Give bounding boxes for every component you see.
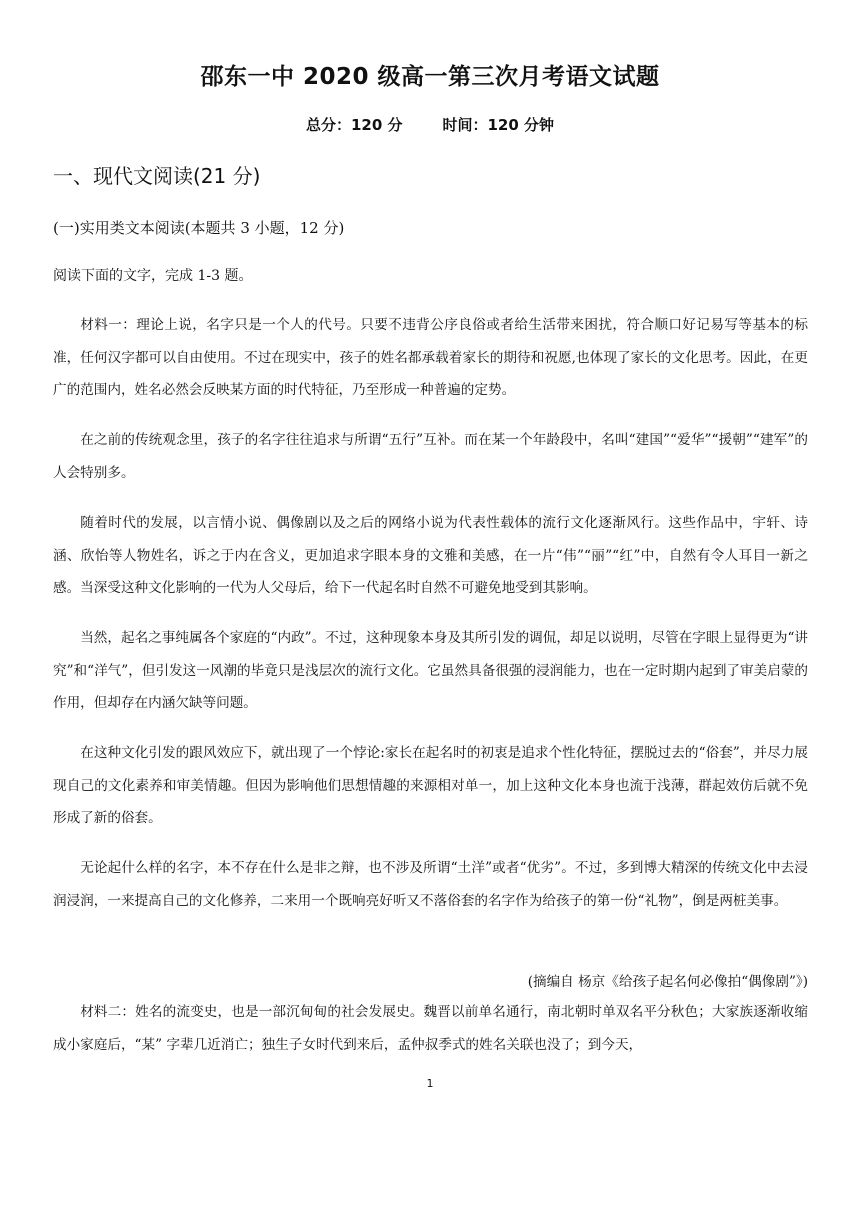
paragraph-material-one: 材料一：理论上说，名字只是一个人的代号。只要不违背公序良俗或者给生活带来困扰，符合顺口好记易写等基本的标准，任何汉字都可以自由使用。不过在现实中，孩子的姓名都承载着家长的期待和祝愿,也体现了家长的文化思考。因此，在更广的范围内，姓名必然会反映某方面的时代特征，乃至形成一种普遍的定势。 bbox=[53, 317, 808, 398]
paragraph: 在这种文化引发的跟风效应下，就出现了一个悖论:家长在起名时的初衷是追求个性化特征，摆脱过去的“俗套”，并尽力展现自己的文化素养和审美情趣。但因为影响他们思想情趣的来源相对单一，加上这种文化本身也流于浅薄，群起效仿后就不免形成了新的俗套。 bbox=[53, 745, 808, 826]
paragraph: 无论起什么样的名字，本不存在什么是非之辩，也不涉及所谓“土洋”或者“优劣”。不过，多到博大精深的传统文化中去浸润浸润，一来提高自己的文化修养，二来用一个既响亮好听又不落俗套的名字作为给孩子的第一份“礼物”，倒是两桩美事。 bbox=[53, 860, 808, 909]
section-heading: 一、现代文阅读(21 分) bbox=[53, 164, 261, 188]
source-citation: (摘编自 杨京《给孩子起名何必像拍“偶像剧”》) bbox=[527, 974, 808, 990]
total-score: 总分：120 分 bbox=[305, 116, 403, 134]
reading-instruction: 阅读下面的文字，完成 1-3 题。 bbox=[53, 268, 253, 284]
paragraph: 在之前的传统观念里，孩子的名字往往追求与所谓“五行”互补。而在某一个年龄段中，名叫“建国”“爱华”“援朝”“建军”的人会特别多。 bbox=[53, 432, 808, 481]
exam-time: 时间：120 分钟 bbox=[442, 116, 555, 134]
exam-title: 邵东一中 2020 级高一第三次月考语文试题 bbox=[200, 64, 660, 90]
paragraph-material-two: 材料二：姓名的流变史，也是一部沉甸甸的社会发展史。魏晋以前单名通行，南北朝时单双名平分秋色；大家族逐渐收缩成小家庭后，“某” 字辈几近消亡；独生子女时代到来后，孟仲叔季式的姓名关联也没了；到今天， bbox=[53, 1004, 808, 1053]
paragraph: 随着时代的发展，以言情小说、偶像剧以及之后的网络小说为代表性载体的流行文化逐渐风行。这些作品中，宇轩、诗涵、欣怡等人物姓名，诉之于内在含义，更加追求字眼本身的文雅和美感，在一片“伟”“丽”“红”中，自然有令人耳目一新之感。当深受这种文化影响的一代为人父母后，给下一代起名时自然不可避免地受到其影响。 bbox=[53, 515, 808, 596]
paragraph: 当然，起名之事纯属各个家庭的“内政”。不过，这种现象本身及其所引发的调侃，却足以说明，尽管在字眼上显得更为“讲究”和“洋气”，但引发这一风潮的毕竟只是浅层次的流行文化。它虽然具备很强的浸润能力，也在一定时期内起到了审美启蒙的作用，但却存在内涵欠缺等问题。 bbox=[53, 630, 808, 711]
exam-info bbox=[0, 114, 860, 135]
page-number: 1 bbox=[426, 1077, 434, 1090]
subsection-heading: (一)实用类文本阅读(本题共 3 小题，12 分) bbox=[53, 219, 345, 237]
